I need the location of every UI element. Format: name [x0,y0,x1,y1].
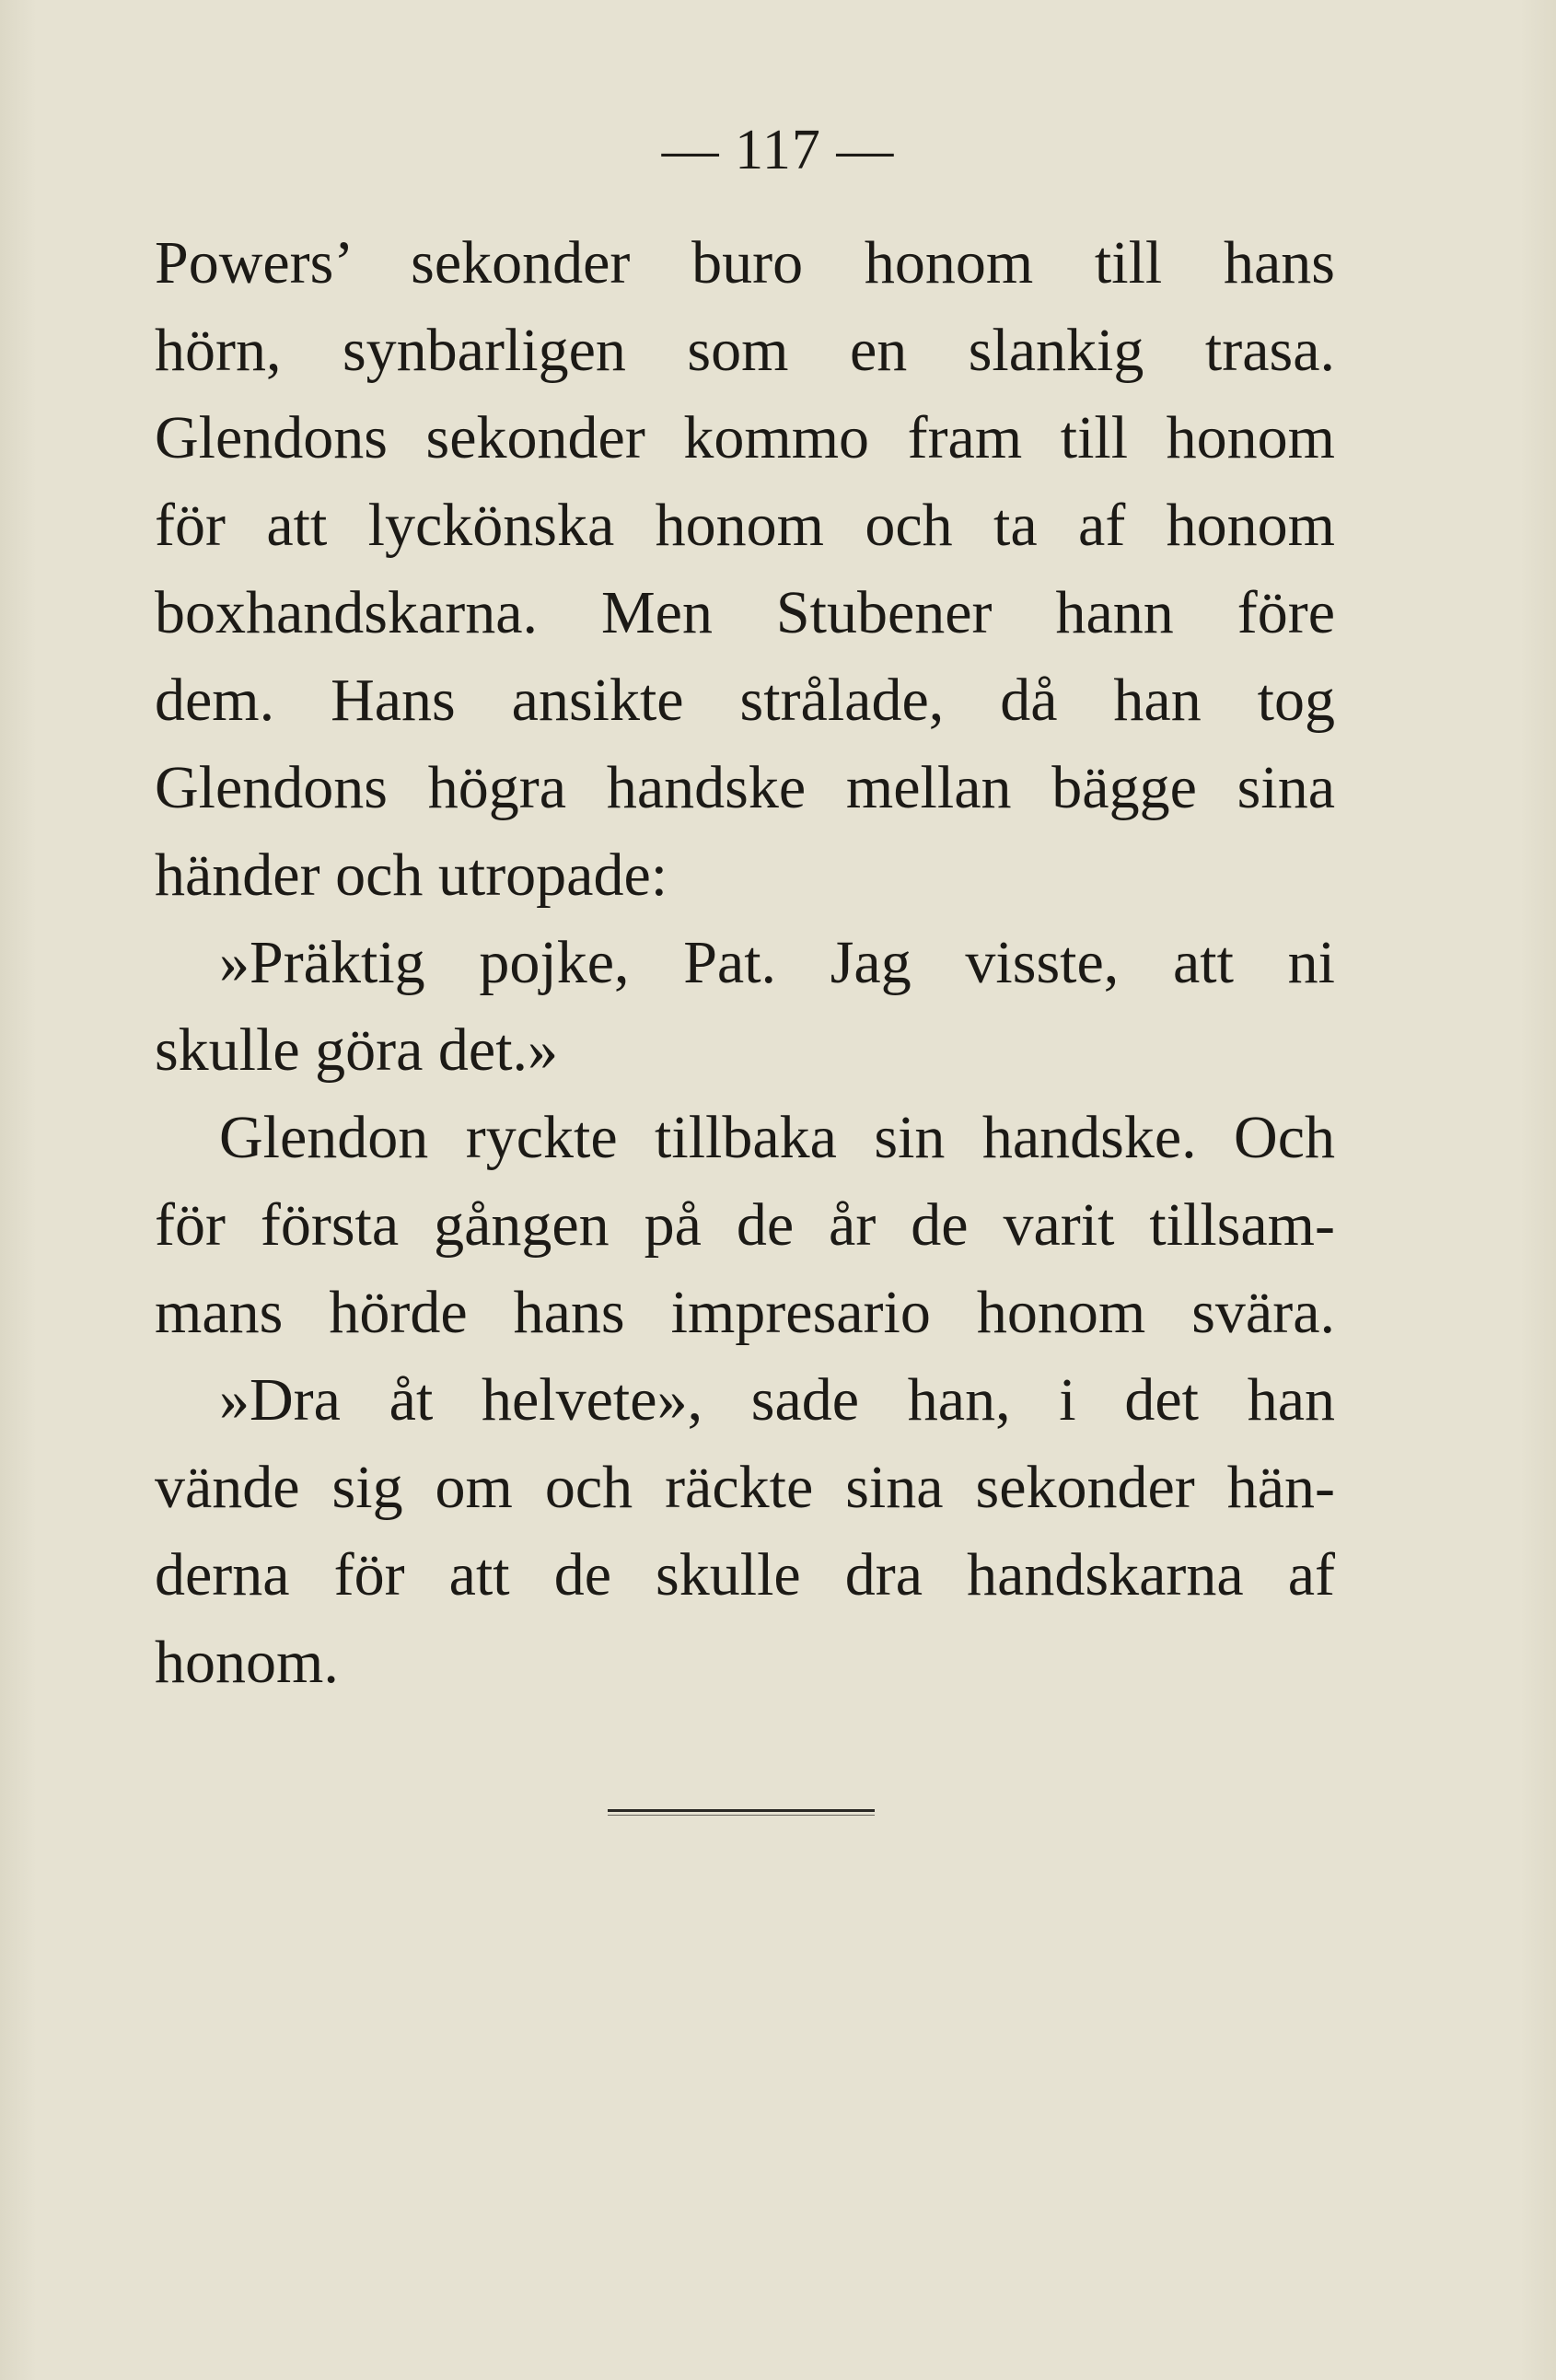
text-line: hörn, synbarligen som en slankig trasa. [155,317,1335,384]
text-line: för att lyckönska honom och ta af honom [155,492,1335,559]
text-line: Glendons sekonder kommo fram till honom [155,404,1335,471]
text-line: mans hörde hans impresario honom svära. [155,1279,1335,1346]
body-text [155,219,1335,1706]
chapter-end-rule [608,1809,875,1812]
text-line: vände sig om och räckte sina sekonder hän- [155,1454,1335,1521]
text-line: Glendon ryckte tillbaka sin handske. Och [219,1104,1335,1171]
text-line: Glendons högra handske mellan bägge sina [155,754,1335,821]
text-line: boxhandskarna. Men Stubener hann före [155,579,1335,646]
chapter-end-rule-thin [608,1815,875,1816]
text-line: derna för att de skulle dra handskarna af [155,1541,1335,1608]
text-line: »Präktig pojke, Pat. Jag visste, att ni [219,929,1335,996]
text-line: honom. [155,1629,339,1696]
text-line: händer och utropade: [155,842,668,909]
page-number: — 117 — [661,119,895,181]
text-line: dem. Hans ansikte strålade, då han tog [155,667,1335,734]
text-line: »Dra åt helvete», sade han, i det han [219,1366,1335,1434]
text-line: Powers’ sekonder buro honom till hans [155,229,1335,296]
text-line: skulle göra det.» [155,1016,559,1084]
text-line: för första gången på de år de varit tillsam- [155,1191,1335,1259]
